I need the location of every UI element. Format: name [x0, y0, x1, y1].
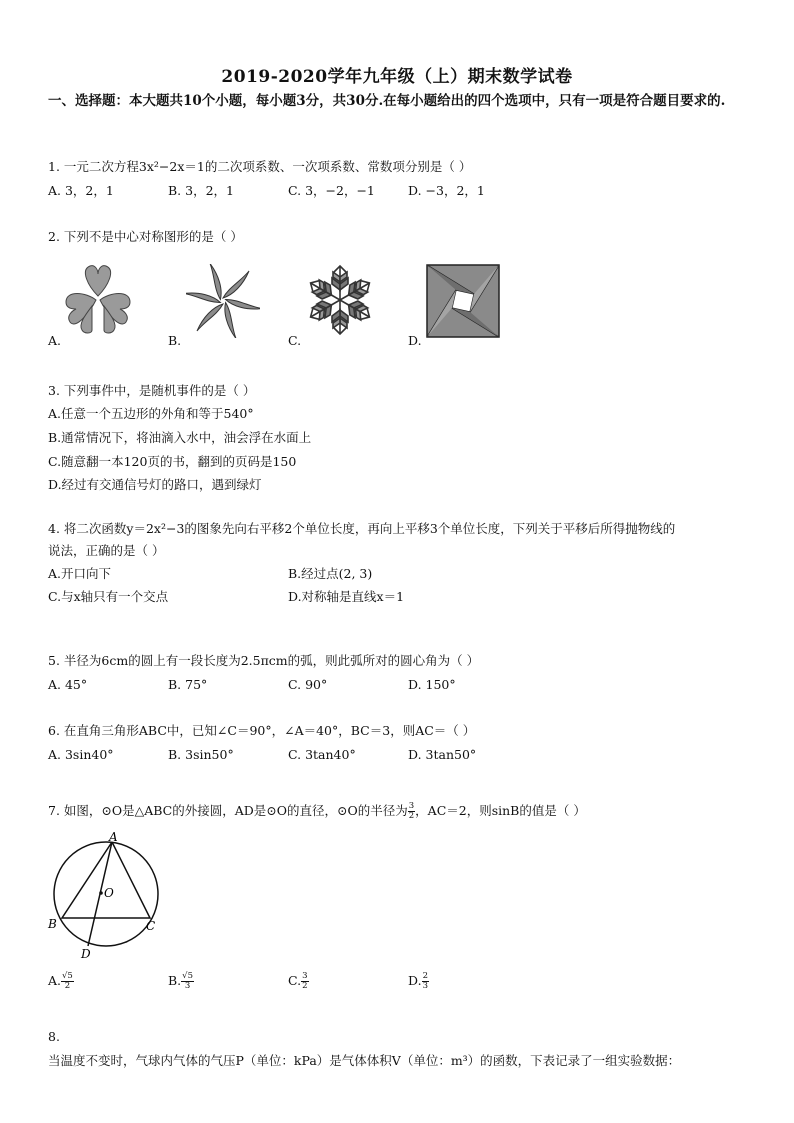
q4-option-b[interactable]: B.经过点(2, 3): [288, 566, 373, 581]
q4-option-c[interactable]: C.与x轴只有一个交点: [48, 589, 169, 604]
q3-option-c[interactable]: C.随意翻一本120页的书，翻到的页码是150: [48, 454, 297, 469]
question-5-stem: 5. 半径为6cm的圆上有一段长度为2.5πcm的弧，则此弧所对的圆心角为（ ）: [48, 653, 480, 668]
q7-option-b-fraction: [181, 972, 194, 991]
q7-option-a[interactable]: [48, 970, 74, 992]
q3-option-d[interactable]: D.经过有交通信号灯的路口，遇到绿灯: [48, 477, 262, 492]
question-8-stem: 当温度不变时，气球内气体的气压P（单位：kPa）是气体体积V（单位：m³）的函数，下表记录了一组实验数据：: [48, 1053, 681, 1068]
q7-option-c-letter: C.: [288, 973, 302, 988]
q2-option-b[interactable]: B.: [168, 333, 182, 348]
question-4-stem-line2: 说法，正确的是（ ）: [48, 543, 165, 558]
q7-option-d[interactable]: [408, 970, 429, 992]
figure-label-a: A: [109, 830, 118, 844]
q7-stem-post: ，AC＝2，则sinB的值是（ ）: [415, 803, 586, 818]
q5-option-b[interactable]: B. 75°: [168, 677, 208, 692]
q7-radius-num: 3: [408, 801, 415, 811]
q1-option-d[interactable]: D. −3，2，1: [408, 183, 485, 198]
q2-option-a[interactable]: A.: [48, 333, 62, 348]
q7-option-b-num: √5: [182, 971, 193, 981]
q7-radius-den: 2: [408, 811, 415, 821]
q4-option-d[interactable]: D.对称轴是直线x＝1: [288, 589, 405, 604]
q7-option-c-den: 2: [302, 981, 308, 991]
q3-option-b[interactable]: B.通常情况下，将油滴入水中，油会浮在水面上: [48, 430, 312, 445]
q7-option-d-fraction: [422, 972, 429, 991]
q2-option-c[interactable]: C.: [288, 333, 302, 348]
question-6-stem: 6. 在直角三角形ABC中，已知∠C＝90°，∠A＝40°，BC＝3，则AC＝（ ）: [48, 723, 476, 738]
q7-option-a-letter: A.: [48, 973, 62, 988]
q7-option-a-num: √5: [62, 971, 73, 981]
heart-pattern-figure: [62, 262, 134, 336]
q5-option-a[interactable]: A. 45°: [48, 677, 88, 692]
q5-option-d[interactable]: D. 150°: [408, 677, 456, 692]
q1-option-a[interactable]: A. 3，2，1: [48, 183, 114, 198]
q7-option-b-letter: B.: [168, 973, 182, 988]
q6-option-d[interactable]: D. 3tan50°: [408, 747, 477, 762]
q7-option-d-letter: D.: [408, 973, 422, 988]
q7-option-d-den: 3: [422, 981, 428, 991]
q6-option-c[interactable]: C. 3tan40°: [288, 747, 356, 762]
question-8-number: 8.: [48, 1029, 60, 1044]
question-1-stem: 1. 一元二次方程3x²−2x＝1的二次项系数、一次项系数、常数项分别是（ ）: [48, 159, 472, 174]
q7-option-a-den: 2: [64, 981, 71, 991]
pinwheel-figure: [186, 264, 260, 338]
square-pinwheel-figure: [426, 264, 500, 338]
q7-stem-pre: 7. 如图，⊙O是△ABC的外接圆，AD是⊙O的直径，⊙O的半径为: [48, 803, 408, 818]
q1-option-c[interactable]: C. 3，−2，−1: [288, 183, 375, 198]
question-3-stem: 3. 下列事件中，是随机事件的是（ ）: [48, 383, 256, 398]
figure-label-c: C: [146, 919, 156, 933]
snowflake-arrow-figure: [304, 262, 376, 338]
q7-option-d-num: 2: [422, 971, 428, 981]
section-heading: 一、选择题：本大题共10个小题，每小题3分，共30分.在每小题给出的四个选项中，只有一项是符合题目要求的.: [48, 93, 726, 109]
q7-option-b-den: 3: [184, 981, 191, 991]
q6-option-a[interactable]: A. 3sin40°: [48, 747, 114, 762]
q4-option-a[interactable]: A.开口向下: [48, 566, 112, 581]
q7-option-a-fraction: [61, 972, 74, 991]
page-title: 2019-2020学年九年级（上）期末数学试卷: [221, 67, 573, 87]
q7-option-b[interactable]: [168, 970, 194, 992]
q6-option-b[interactable]: B. 3sin50°: [168, 747, 234, 762]
figure-label-b: B: [48, 917, 57, 931]
q2-option-d[interactable]: D.: [408, 333, 422, 348]
q1-option-b[interactable]: B. 3，2，1: [168, 183, 234, 198]
q3-option-a[interactable]: A.任意一个五边形的外角和等于540°: [48, 406, 254, 421]
question-4-stem-line1: 4. 将二次函数y＝2x²−3的图象先向右平移2个单位长度，再向上平移3个单位长度，下列关于平移后所得抛物线的: [48, 521, 676, 536]
figure-label-o: O: [104, 886, 114, 900]
q7-option-c-num: 3: [302, 971, 308, 981]
question-2-stem: 2. 下列不是中心对称图形的是（ ）: [48, 229, 243, 244]
circle-triangle-figure: [46, 830, 166, 960]
figure-label-d: D: [81, 947, 91, 960]
question-7-stem: [48, 800, 586, 822]
q5-option-c[interactable]: C. 90°: [288, 677, 328, 692]
q7-option-c-fraction: [301, 972, 308, 991]
q7-option-c[interactable]: [288, 970, 309, 992]
